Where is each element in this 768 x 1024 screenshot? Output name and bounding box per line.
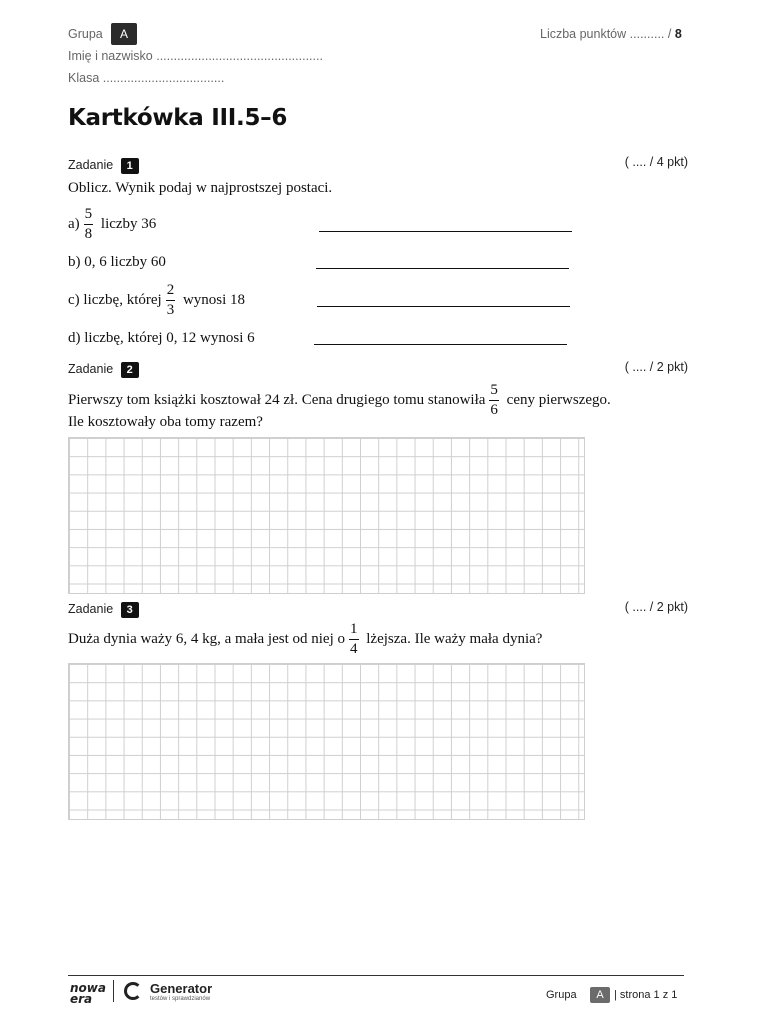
item-a-frac-den: 8 (84, 226, 93, 242)
name-label: Imię i nazwisko (68, 49, 153, 63)
name-field[interactable] (68, 49, 323, 63)
task-2-header (68, 362, 139, 378)
group-label: Grupa (68, 27, 103, 41)
name-dots: ................................................ (156, 49, 323, 63)
points-total-label: Liczba punktów (540, 27, 627, 41)
group-badge: A (111, 23, 137, 45)
task-2-frac-den: 6 (490, 402, 498, 418)
task-3-number: 3 (121, 602, 139, 618)
footer-group-badge: A (590, 987, 610, 1003)
points-total-sep: / (667, 27, 672, 41)
answer-line-b[interactable] (316, 268, 569, 269)
task-3-text-after: lżejsza. Ile waży mała dynia? (366, 630, 543, 647)
class-label: Klasa (68, 71, 100, 85)
task-3-frac-num: 1 (349, 622, 359, 640)
task-2-question: Ile kosztowały oba tomy razem? (68, 414, 263, 430)
task-2-text-after: ceny pierwszego. (506, 391, 611, 408)
answer-line-d[interactable] (314, 344, 567, 345)
item-a-frac-num: 5 (84, 207, 94, 225)
answer-grid-2[interactable] (68, 437, 585, 594)
task-1-header (68, 158, 139, 174)
item-c-fraction (166, 283, 176, 318)
footer-group-label: Grupa (546, 989, 577, 1001)
item-c-frac-den: 3 (166, 302, 175, 318)
task-1-item-d: d) liczbę, której 0, 12 wynosi 6 (68, 330, 255, 346)
task-3-text (68, 622, 542, 657)
generator-logo-sub: testów i sprawdzianów (150, 996, 211, 1002)
task-3-word: Zadanie (68, 602, 114, 616)
task-3-fraction (349, 622, 359, 657)
task-1-word: Zadanie (68, 158, 114, 172)
logo-era: era (70, 992, 93, 1006)
task-1-instruction: Oblicz. Wynik podaj w najprostszej postaci. (68, 180, 333, 196)
item-a-prefix: a) (68, 215, 80, 232)
task-1-points: ( .... / 4 pkt) (624, 155, 688, 169)
task-1-item-c (68, 283, 245, 318)
task-2-number: 2 (121, 362, 139, 378)
logo-nowa: nowa (70, 981, 106, 995)
task-2-text (68, 383, 611, 418)
task-2-fraction (489, 383, 499, 418)
task-1-number: 1 (121, 158, 139, 174)
task-3-header (68, 602, 139, 618)
item-a-suffix: liczby 36 (100, 215, 157, 232)
class-field[interactable] (68, 71, 224, 85)
task-3-frac-den: 4 (350, 641, 358, 657)
footer-rule (68, 975, 684, 976)
item-a-fraction (84, 207, 94, 242)
answer-line-a[interactable] (319, 231, 572, 232)
task-3-points: ( .... / 2 pkt) (624, 600, 688, 614)
nowa-era-logo (70, 983, 106, 1005)
task-3-text-before: Duża dynia waży 6, 4 kg, a mała jest od niej o (68, 630, 346, 647)
page-title: Kartkówka III.5–6 (68, 105, 288, 131)
class-dots: ................................... (102, 71, 225, 85)
points-total (540, 27, 682, 41)
item-c-frac-num: 2 (166, 283, 176, 301)
item-c-suffix: wynosi 18 (182, 291, 246, 308)
footer-page-number: | strona 1 z 1 (614, 989, 678, 1001)
task-2-word: Zadanie (68, 362, 114, 376)
answer-grid-3[interactable] (68, 663, 585, 820)
generator-logo-icon (124, 982, 142, 1000)
points-total-max: 8 (674, 27, 682, 41)
task-1-item-b: b) 0, 6 liczby 60 (68, 254, 166, 270)
task-2-points: ( .... / 2 pkt) (624, 360, 688, 374)
task-1-item-a (68, 207, 156, 242)
generator-logo-name: Generator (150, 981, 213, 996)
task-2-text-before: Pierwszy tom książki kosztował 24 zł. Cena drugiego tomu stanowiła (68, 391, 486, 408)
logo-separator (113, 980, 114, 1002)
task-2-frac-num: 5 (489, 383, 499, 401)
points-total-dots: .......... (629, 27, 665, 41)
item-c-prefix: c) liczbę, której (68, 291, 162, 308)
answer-line-c[interactable] (317, 306, 570, 307)
